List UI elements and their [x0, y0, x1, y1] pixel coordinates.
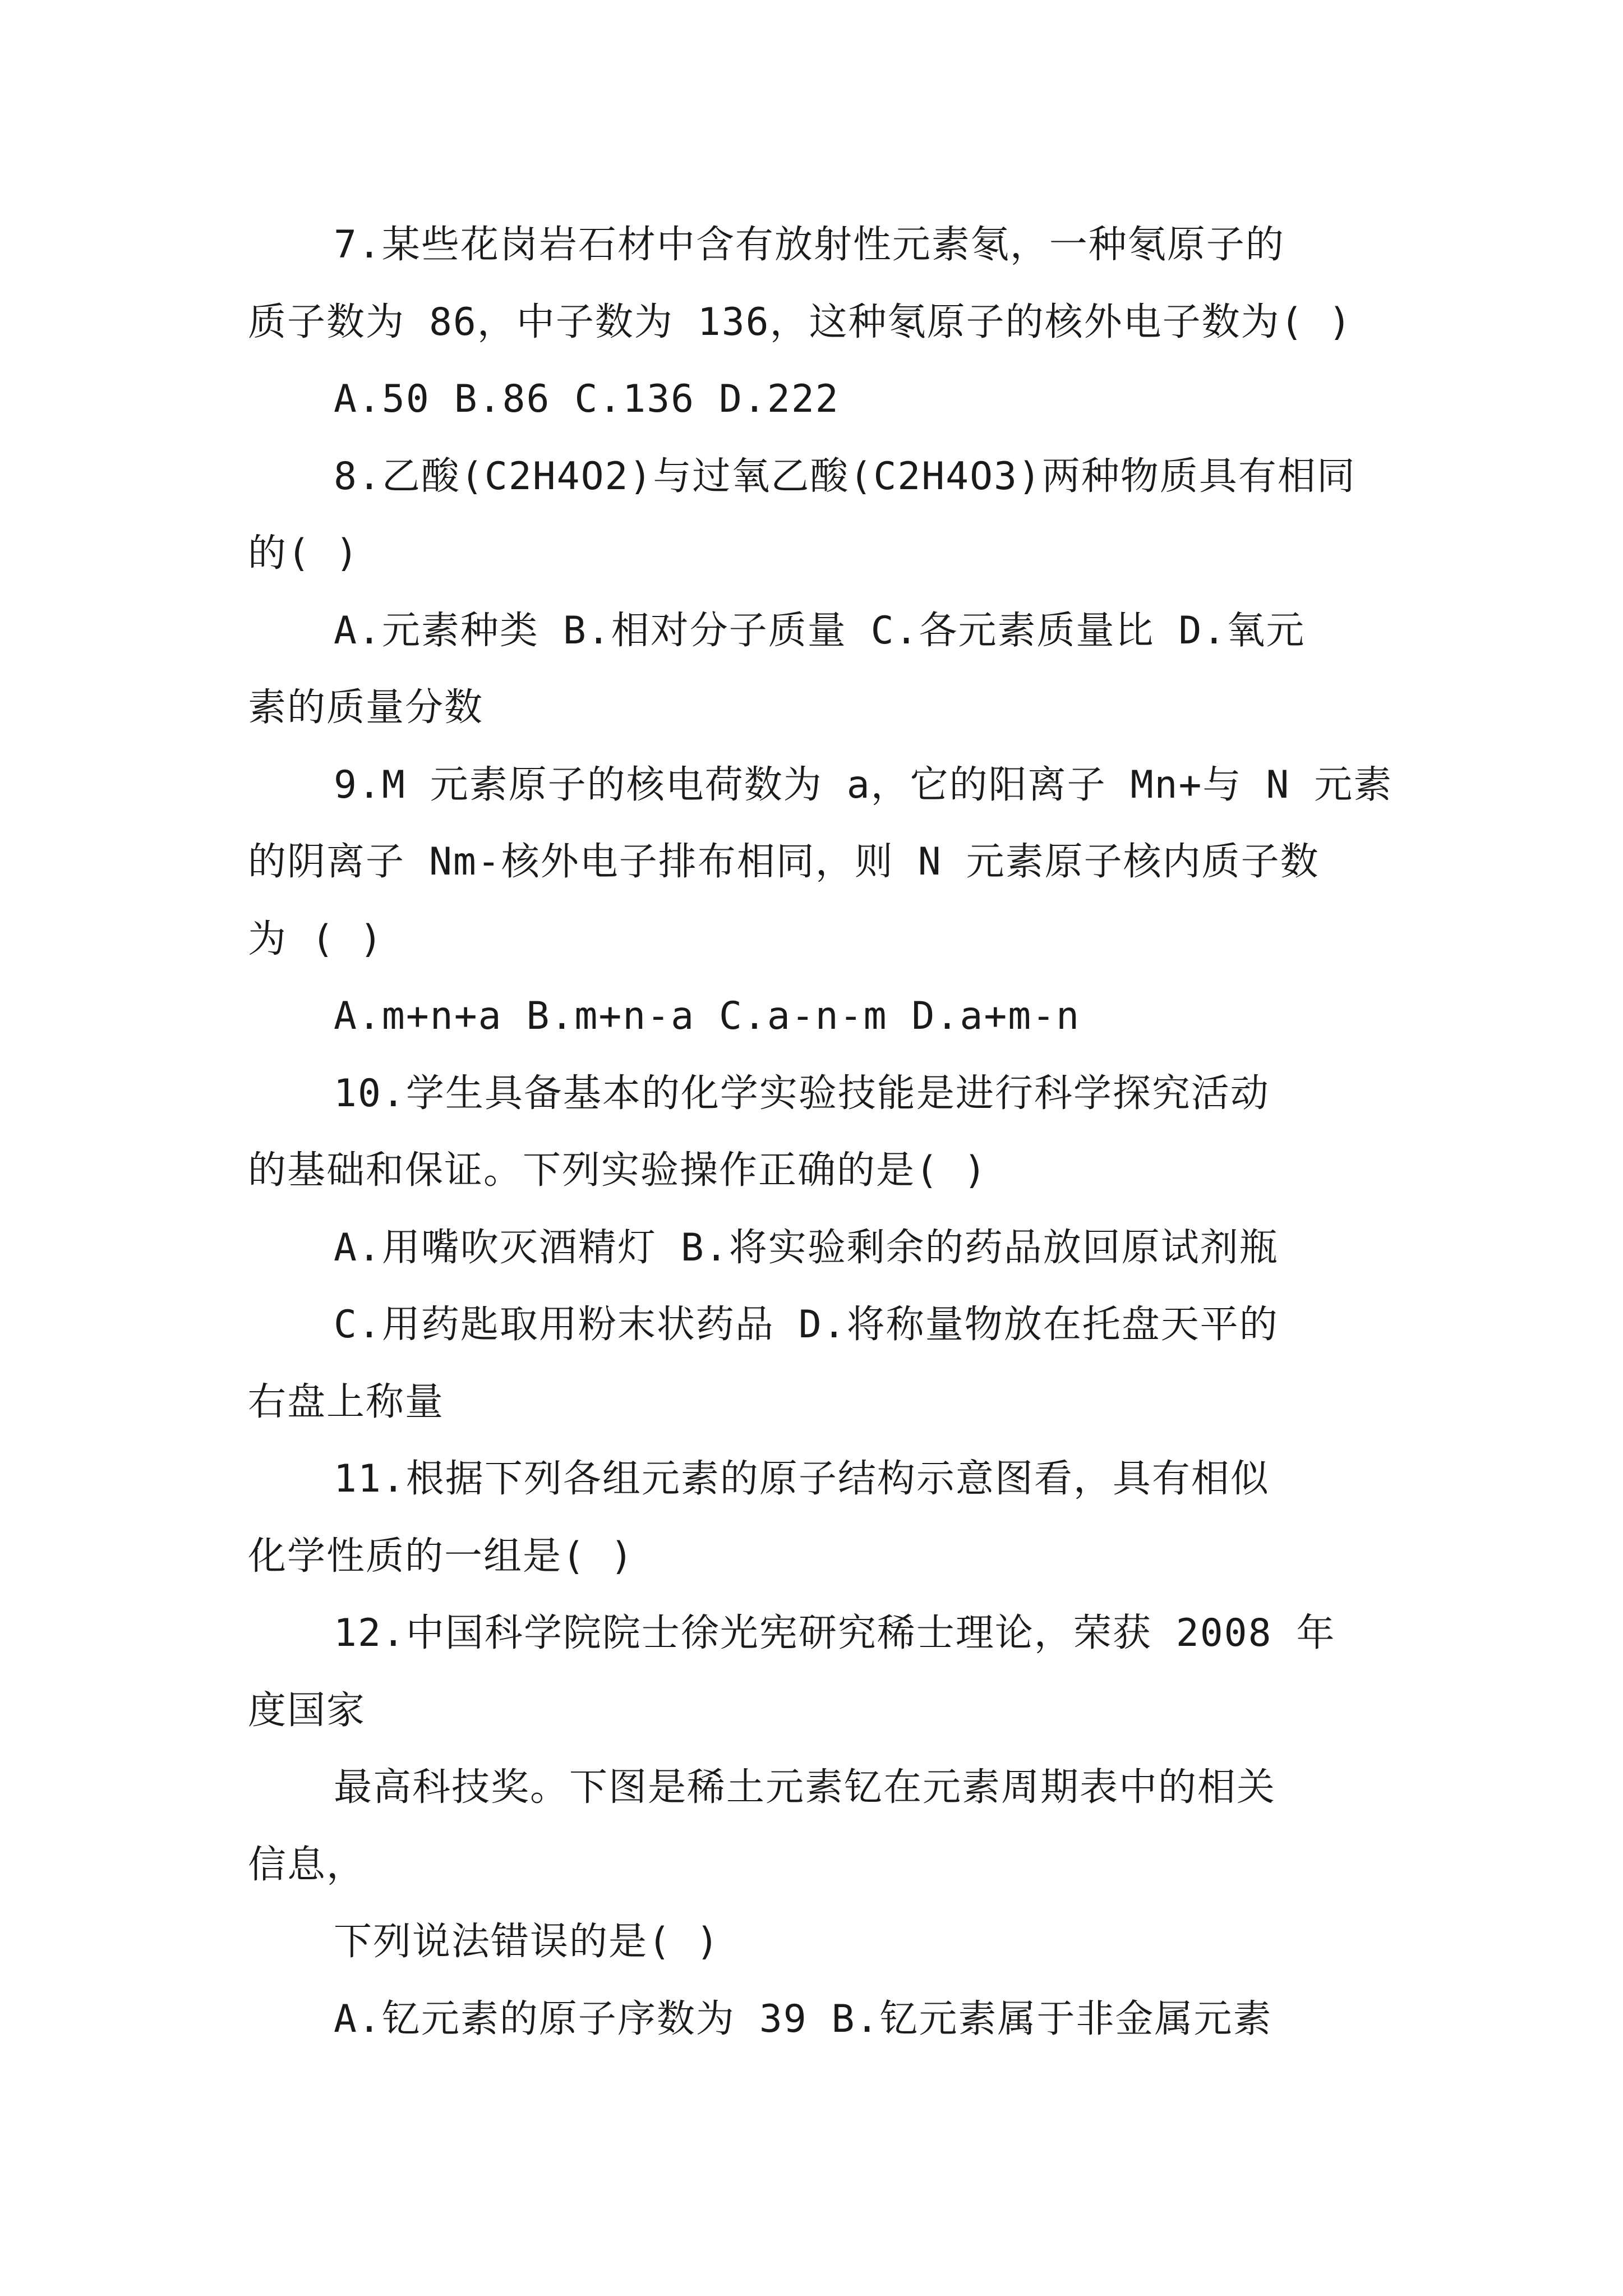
text-line: 的( ) — [248, 531, 359, 576]
text-line: 下列说法错误的是( ) — [334, 1920, 720, 1964]
text-line: 12.中国科学院院士徐光宪研究稀士理论，荣获 2008 年 — [334, 1611, 1336, 1655]
text-line: 8.乙酸(C2H4O2)与过氧乙酸(C2H4O3)两种物质具有相同 — [334, 454, 1356, 499]
text-line: 右盘上称量 — [248, 1379, 445, 1424]
text-line: A.钇元素的原子序数为 39 B.钇元素属于非金属元素 — [334, 1996, 1272, 2041]
text-line: 10.学生具备基本的化学实验技能是进行科学探究活动 — [334, 1071, 1270, 1116]
text-line: 的基础和保证。下列实验操作正确的是( ) — [248, 1148, 988, 1193]
text-line: 11.根据下列各组元素的原子结构示意图看，具有相似 — [334, 1457, 1270, 1501]
text-line: 7.某些花岗岩石材中含有放射性元素氡，一种氡原子的 — [334, 223, 1285, 267]
text-line: A.m+n+a B.m+n-a C.a-n-m D.a+m-n — [334, 994, 1081, 1038]
document-body — [248, 206, 1393, 2058]
text-line: 信息， — [248, 1842, 366, 1887]
text-line: 度国家 — [248, 1688, 366, 1733]
text-line: 化学性质的一组是( ) — [248, 1534, 634, 1579]
text-line: A.元素种类 B.相对分子质量 C.各元素质量比 D.氧元 — [334, 608, 1306, 653]
text-line: C.用药匙取用粉末状药品 D.将称量物放在托盘天平的 — [334, 1303, 1279, 1347]
text-line: A.50 B.86 C.136 D.222 — [334, 377, 840, 421]
text-line: 质子数为 86，中子数为 136，这种氡原子的核外电子数为( ) — [248, 300, 1353, 344]
text-line: 的阴离子 Nm-核外电子排布相同，则 N 元素原子核内质子数 — [248, 840, 1320, 884]
text-line: 为 ( ) — [248, 917, 384, 961]
text-line: A.用嘴吹灭酒精灯 B.将实验剩余的药品放回原试剂瓶 — [334, 1225, 1279, 1270]
text-line: 9.M 元素原子的核电荷数为 a，它的阳离子 Mn+与 N 元素 — [334, 762, 1393, 807]
text-line: 最高科技奖。下图是稀土元素钇在元素周期表中的相关 — [334, 1765, 1276, 1810]
text-line: 素的质量分数 — [248, 685, 484, 730]
